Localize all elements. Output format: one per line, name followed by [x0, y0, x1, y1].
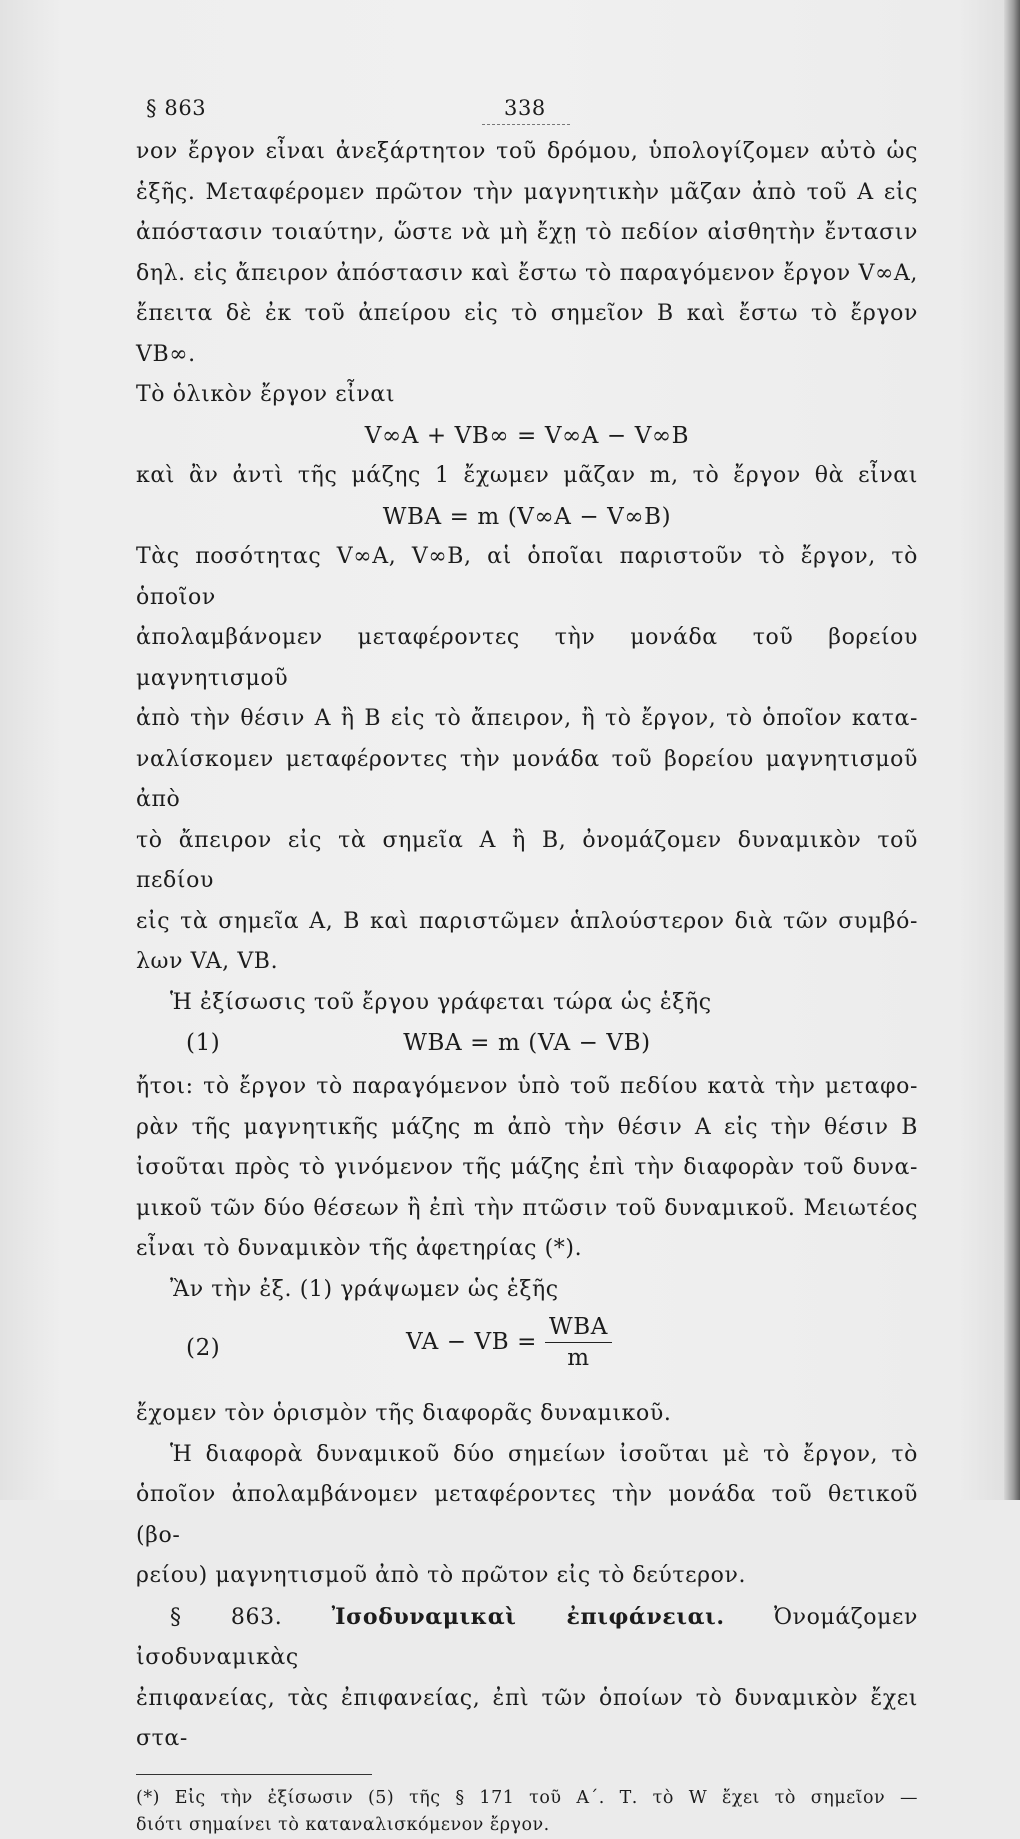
equation-total-work: V∞A + VB∞ = V∞A − V∞B: [364, 422, 690, 449]
text-line: ἔπειτα δὲ ἐκ τοῦ ἀπείρου εἰς τὸ σημεῖον Β καὶ ἔστω τὸ ἔργον VB∞.: [136, 301, 918, 367]
text-line: ἐπιφανείας, τὰς ἐπιφανείας, ἐπὶ τῶν ὁποίων τὸ δυναμικὸν ἔχει στα-: [136, 1685, 918, 1751]
text-line: ναλίσκομεν μεταφέροντες τὴν μονάδα τοῦ βορείου μαγνητισμοῦ ἀπὸ: [136, 746, 918, 812]
text-line: ρὰν τῆς μαγνητικῆς μάζης m ἀπὸ τὴν θέσιν Α εἰς τὴν θέσιν Β: [136, 1114, 918, 1140]
text-line: νον ἔργον εἶναι ἀνεξάρτητον τοῦ δρόμου, ὑπολογίζομεν αὐτὸ ὡς: [136, 139, 918, 164]
text-line: τὸ ἄπειρον εἰς τὰ σημεῖα Α ἢ Β, ὀνομάζομεν δυναμικὸν τοῦ πεδίου: [136, 827, 918, 893]
text-line: εἶναι τὸ δυναμικὸν τῆς ἀφετηρίας (*).: [136, 1236, 583, 1261]
footnote-rule: [136, 1774, 372, 1775]
footnote-line: (*) Εἰς τὴν ἐξίσωσιν (5) τῆς § 171 τοῦ Α΄. Τ. τὸ W ἔχει τὸ σημεῖον —: [136, 1787, 918, 1808]
text-block-2: [136, 537, 918, 983]
page-edge: [1004, 0, 1020, 1500]
text-line: ἀπὸ τὴν θέσιν Α ἢ Β εἰς τὸ ἄπειρον, ἢ τὸ ἔργον, τὸ ὁποῖον κατα-: [136, 706, 918, 731]
page-content: [136, 88, 918, 1839]
equation-2-numerator: WBA: [545, 1312, 612, 1343]
equation-2-number: (2): [186, 1335, 221, 1361]
section-heading-line: [136, 1597, 918, 1679]
text-line: Ἡ ἐξίσωσις τοῦ ἔργου γράφεται τώρα ὡς ἑξῆς: [170, 989, 712, 1015]
text-line: ἰσοῦται πρὸς τὸ γινόμενον τῆς μάζης ἐπὶ τὴν διαφορὰν τοῦ δυνα-: [136, 1155, 918, 1180]
text-line: λων VA, VB.: [136, 949, 279, 974]
text-line: μικοῦ τῶν δύο θέσεων ἢ ἐπὶ τὴν πτῶσιν τοῦ δυναμικοῦ. Μειωτέος: [136, 1195, 918, 1221]
page-number-rule: [482, 124, 570, 125]
equation-2-fraction: [545, 1312, 612, 1373]
text-line: Ἡ διαφορὰ δυναμικοῦ δύο σημείων ἰσοῦται μὲ τὸ ἔργον, τὸ: [170, 1441, 918, 1467]
text-line: Τὸ ὁλικὸν ἔργον εἶναι: [136, 382, 396, 407]
text-line: Ἂν τὴν ἐξ. (1) γράψωμεν ὡς ἑξῆς: [170, 1276, 559, 1302]
text-block-4: [136, 1435, 918, 1597]
text-line: ἀπολαμβάνομεν μεταφέροντες τὴν μονάδα τοῦ βορείου μαγνητισμοῦ: [136, 625, 918, 691]
text-line: Τὰς ποσότητας V∞A, V∞B, αἱ ὁποῖαι παριστοῦν τὸ ἔργον, τὸ ὁποῖον: [136, 544, 918, 610]
section-number: § 863.: [170, 1604, 283, 1630]
text-block-1: [136, 132, 918, 416]
equation-2-denominator: m: [567, 1345, 590, 1371]
page-header: [136, 88, 918, 132]
section-title: Ἰσοδυναμικαὶ ἐπιφάνειαι.: [331, 1603, 725, 1630]
footnote: [136, 1785, 918, 1839]
equation-work-mass: WBA = m (V∞A − V∞B): [382, 503, 672, 530]
equation-2-lhs: VA − VB =: [406, 1329, 538, 1356]
text-line: ρείου) μαγνητισμοῦ ἀπὸ τὸ πρῶτον εἰς τὸ δεύτερον.: [136, 1563, 747, 1588]
text-line: ἀπόστασιν τοιαύτην, ὥστε νὰ μὴ ἔχῃ τὸ πεδίον αἰσθητὴν ἔντασιν: [136, 220, 918, 245]
page-number: 338: [504, 96, 546, 120]
footnote-line: διότι σημαίνει τὸ καταναλισκόμενον ἔργον.: [136, 1814, 550, 1835]
text-block-3: [136, 1067, 918, 1270]
text-line: εἰς τὰ σημεῖα Α, Β καὶ παριστῶμεν ἁπλούστερον διὰ τῶν συμβό-: [136, 908, 918, 934]
equation-2-formula: [406, 1312, 612, 1373]
section-line1-rest: Ὀνομάζομεν ἰσοδυναμικὰς: [136, 1604, 919, 1670]
equation-1-number: (1): [186, 1030, 221, 1056]
text-line: ἔχομεν τὸν ὁρισμὸν τῆς διαφορᾶς δυναμικοῦ.: [136, 1401, 672, 1426]
text-line: δηλ. εἰς ἄπειρον ἀπόστασιν καὶ ἔστω τὸ παραγόμενον ἔργον V∞A,: [136, 260, 918, 286]
text-line: ἑξῆς. Μεταφέρομεν πρῶτον τὴν μαγνητικὴν μᾶζαν ἀπὸ τοῦ Α εἰς: [136, 179, 918, 205]
text-line: ὁποῖον ἀπολαμβάνομεν μεταφέροντες τὴν μονάδα τοῦ θετικοῦ (βο-: [136, 1482, 918, 1548]
text-line: καὶ ἂν ἀντὶ τῆς μάζης 1 ἔχωμεν μᾶζαν m, τὸ ἔργον θὰ εἶναι: [136, 463, 918, 488]
header-section-ref: § 863: [146, 96, 207, 120]
equation-1-formula: WBA = m (VA − VB): [403, 1030, 651, 1056]
equation-1: [136, 1023, 918, 1067]
equation-2: [136, 1310, 918, 1394]
text-line: ἤτοι: τὸ ἔργον τὸ παραγόμενον ὑπὸ τοῦ πεδίου κατὰ τὴν μεταφο-: [136, 1074, 918, 1099]
